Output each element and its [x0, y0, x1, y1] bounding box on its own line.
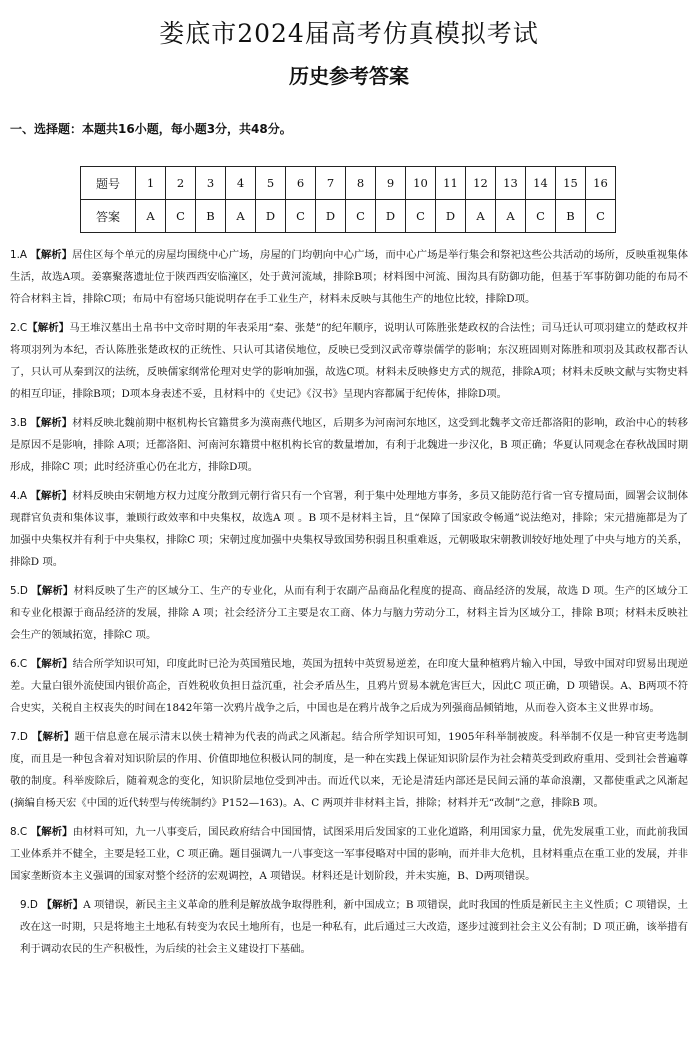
analysis-tag: 【解析】 — [27, 731, 75, 743]
explanation-text: 材料反映北魏前期中枢机构长官籍贯多为漠南燕代地区，后期多为河南河东地区，这受到北魏孝文帝迁都洛阳的影响，政治中心的转移是原因不是影响，排除 A项；迁都洛阳、河南河东籍贯中枢机构长官的数量增加，有利于北魏进一步汉化，B 项正确；华夏认同观念在春秋战国时期形成，排除C 项；此时经济重心仍在北方，排除D项。 — [10, 417, 688, 473]
explanation-text: 结合所学知识可知，印度此时已沦为英国殖民地，英国为扭转中英贸易逆差，在印度大量种植鸦片输入中国，导致中国对印贸易出现逆差。大量白银外流使国内银价高企，百姓税收负担日益沉重，社会矛盾丛生，且鸦片贸易本就危害巨大，因此C 项正确，D 项错误。A、B两项不符合史实，关税自主权丧失的时间在1842年第一次鸦片战争之后，中国也是在鸦片战争之后成为列强商品倾销地，从而卷入资本主义世界市场。 — [10, 658, 688, 714]
explanation-text: 由材料可知，九一八事变后，国民政府结合中国国情，试图采用后发国家的工业化道路，利用国家力量，优先发展重工业，而此前我国工业体系并不健全，主要是轻工业，C 项正确。题目强调九一八事变这一军事侵略对中国的影响，而并非大危机，且材料重点在重工业的发展，并非国家垄断资本主义强调的国家对整个经济的宏观调控，A 项错误。材料还是计划阶段，并未实施，B、D两项错误。 — [10, 826, 688, 882]
question-number: 11 — [436, 167, 466, 200]
analysis-tag: 【解析】 — [30, 417, 73, 429]
answer-cell: B — [556, 200, 586, 233]
explanation-item — [10, 244, 688, 310]
question-number: 10 — [406, 167, 436, 200]
question-number: 14 — [526, 167, 556, 200]
answer-cell: C — [406, 200, 436, 233]
explanation-text: 题干信息意在展示清末以侠士精神为代表的尚武之风渐起。结合所学知识可知，1905年科举制被废。科举制不仅是一种官吏考选制度，而且是一种包含着对知识阶层的作用、价值即地位积极认同的制度，是一种在实践上保证知识阶层作为社会精英受到政府重用、受到社会普遍尊敬的制度。科举废除后，随着观念的变化，知识阶层地位受到冲击。而近代以来，无论是清廷内部还是民间云涌的革命浪潮，又都使重武之风渐起(摘编自杨天宏《中国的近代转型与传统制约》P152—163)。A、C 两项并非材料主旨，排除；材料并无“改制”之意，排除B 项。 — [10, 731, 688, 809]
answer-table — [80, 166, 616, 233]
explanation-item — [10, 412, 688, 478]
question-number: 16 — [586, 167, 616, 200]
answer-cell: C — [286, 200, 316, 233]
answer-cell: C — [526, 200, 556, 233]
question-number: 4 — [226, 167, 256, 200]
answer-cell: A — [136, 200, 166, 233]
question-number: 1 — [136, 167, 166, 200]
answer-cell: D — [256, 200, 286, 233]
question-number: 5 — [256, 167, 286, 200]
row-label-answer: 答案 — [81, 200, 136, 233]
question-label: 5.D — [10, 585, 28, 597]
question-label: 4.A — [10, 490, 28, 502]
answer-row — [81, 200, 616, 233]
explanation-item — [10, 821, 688, 887]
explanation-item — [10, 726, 688, 814]
answer-cell: C — [346, 200, 376, 233]
explanation-text: 居住区每个单元的房屋均围绕中心广场，房屋的门均朝向中心广场，而中心广场是举行集会和祭祀这些公共活动的场所，反映重视集体生活，故选A项。姜寨聚落遗址位于陕西西安临潼区，处于黄河流域，排除B项；材料图中河流、围沟具有防御功能，但基于军事防御功能的布局不符合材料主旨，排除C项；布局中有窑场只能说明存在手工业生产，材料未反映与其他生产的地位比较，排除D项。 — [10, 249, 688, 305]
explanation-item — [10, 653, 688, 719]
question-number: 8 — [346, 167, 376, 200]
analysis-tag: 【解析】 — [30, 490, 73, 502]
answer-cell: A — [496, 200, 526, 233]
question-number: 3 — [196, 167, 226, 200]
explanation-text: 材料反映由宋朝地方权力过度分散到元朝行省只有一个官署，利于集中处理地方事务，多员又能防范行省一官专擅局面，圆署会议制体现群官负责和集体议事，兼顾行政效率和中央集权，故选A 项 。B 项不是材料主旨，且“保障了国家政令畅通”说法绝对，排除；宋元措施都是为了加强中央集权并有利于中央集权，排除C 项；宋朝过度加强中央集权导致国势积弱且积重难返，元朝吸取宋朝教训较好地处理了中央与地方的关系，排除D 项。 — [10, 490, 688, 568]
analysis-tag: 【解析】 — [30, 249, 73, 261]
answer-cell: A — [226, 200, 256, 233]
explanation-item — [10, 894, 688, 960]
analysis-tag: 【解析】 — [27, 826, 73, 838]
question-number: 15 — [556, 167, 586, 200]
question-label: 9.D — [20, 899, 38, 911]
explanation-item — [10, 580, 688, 646]
question-number: 9 — [376, 167, 406, 200]
analysis-tag: 【解析】 — [27, 322, 70, 334]
answer-cell: D — [436, 200, 466, 233]
question-label: 7.D — [10, 731, 28, 743]
answer-cell: C — [586, 200, 616, 233]
explanation-text: 材料反映了生产的区域分工、生产的专业化，从而有利于农副产品商品化程度的提高、商品经济的发展，故选 D 项。生产的区域分工和专业化根源于商品经济的发展，排除 A 项；社会经济分工主要是农工商、体力与脑力劳动分工，材料主旨为区域分工，排除 B项；材料未反映社会生产的领域拓宽，排除C 项。 — [10, 585, 688, 641]
question-label: 6.C — [10, 658, 28, 670]
question-number-row — [81, 167, 616, 200]
question-number: 12 — [466, 167, 496, 200]
question-number: 7 — [316, 167, 346, 200]
document-title: 娄底市2024届高考仿真模拟考试 — [159, 19, 539, 48]
analysis-tag: 【解析】 — [27, 658, 73, 670]
question-label: 2.C — [10, 322, 28, 334]
answer-cell: A — [466, 200, 496, 233]
answer-cell: D — [376, 200, 406, 233]
row-label-number: 题号 — [81, 167, 136, 200]
explanation-list — [10, 244, 688, 967]
analysis-tag: 【解析】 — [31, 585, 74, 597]
answer-cell: B — [196, 200, 226, 233]
answer-cell: D — [316, 200, 346, 233]
question-number: 6 — [286, 167, 316, 200]
question-label: 3.B — [10, 417, 28, 429]
question-number: 13 — [496, 167, 526, 200]
explanation-text: 马王堆汉墓出土帛书中文帝时期的年表采用“秦、张楚”的纪年顺序，说明认可陈胜张楚政权的合法性；司马迁认可项羽建立的楚政权并将项羽列为本纪，否认陈胜张楚政权的正统性、只认可其诸侯地位，反映已受到汉武帝尊崇儒学的影响；东汉班固则对陈胜和项羽及其政权都否认了，只认可从秦到汉的法统，反映儒家纲常伦理对史学的影响加强，故选C项。材料未反映修史方式的规范，排除A项；材料未反映文献与实物史料的相互印证，排除B项；D项本身表述不妥，且材料中的《史记》《汉书》呈现内容都属于纪传体，排除D项。 — [10, 322, 688, 400]
explanation-text: A 项错误，新民主主义革命的胜利是解放战争取得胜利，新中国成立；B 项错误，此时我国的性质是新民主主义性质；C 项错误，土改在这一时期，只是将地主土地私有转变为农民土地所有，也是一种私有，此后通过三大改造，逐步过渡到社会主义公有制；D 项正确，该举措有利于调动农民的生产积极性，为后续的社会主义建设打下基础。 — [20, 899, 688, 955]
question-label: 1.A — [10, 249, 28, 261]
question-label: 8.C — [10, 826, 28, 838]
answer-cell: C — [166, 200, 196, 233]
analysis-tag: 【解析】 — [37, 899, 84, 911]
explanation-item — [10, 485, 688, 573]
explanation-item — [10, 317, 688, 405]
section-heading: 一、选择题：本题共16小题，每小题3分，共48分。 — [10, 122, 292, 136]
question-number: 2 — [166, 167, 196, 200]
document-subtitle: 历史参考答案 — [289, 64, 409, 88]
